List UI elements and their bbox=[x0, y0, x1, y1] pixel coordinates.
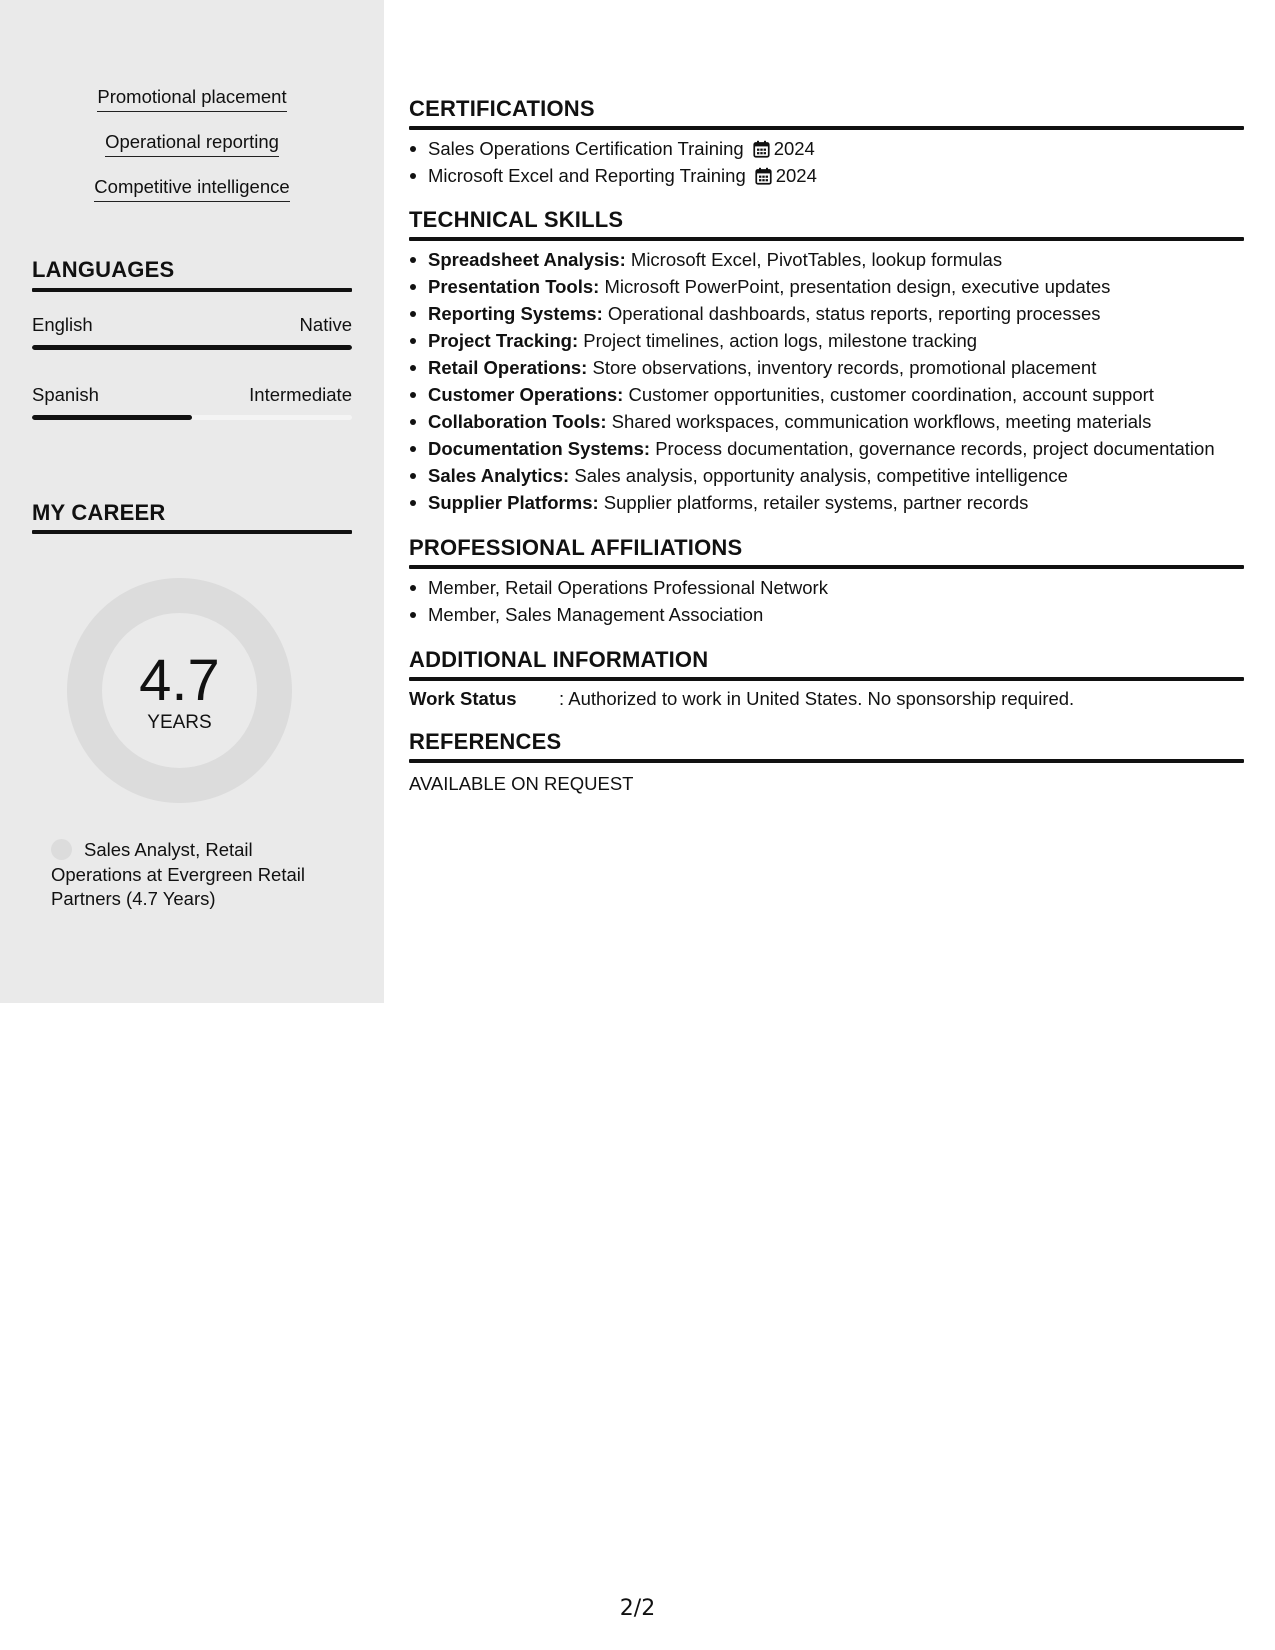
work-status-row bbox=[409, 687, 1244, 711]
additional-info-section bbox=[409, 647, 1244, 711]
career-entry bbox=[51, 838, 326, 912]
skill-label: Customer Operations: bbox=[428, 384, 624, 405]
skill-tag bbox=[0, 131, 384, 157]
section-rule bbox=[409, 565, 1244, 569]
skill-item bbox=[409, 327, 1244, 354]
calendar-icon bbox=[755, 167, 772, 185]
language-row bbox=[32, 314, 352, 336]
skill-value: Shared workspaces, communication workflows, meeting materials bbox=[611, 411, 1152, 432]
work-status-value: : Authorized to work in United States. No sponsorship required. bbox=[559, 688, 1075, 709]
skill-value: Microsoft PowerPoint, presentation design, executive updates bbox=[604, 276, 1111, 297]
affiliation-item: Member, Retail Operations Professional Network bbox=[409, 574, 1244, 601]
references-section bbox=[409, 729, 1244, 796]
language-proficiency-bar bbox=[32, 345, 352, 350]
technical-skills-heading: TECHNICAL SKILLS bbox=[409, 207, 624, 232]
skill-tag bbox=[0, 86, 384, 112]
skill-value: Process documentation, governance records, project documentation bbox=[655, 438, 1215, 459]
additional-info-heading: ADDITIONAL INFORMATION bbox=[409, 647, 709, 672]
certification-name: Sales Operations Certification Training bbox=[428, 138, 744, 159]
career-heading: MY CAREER bbox=[32, 500, 166, 525]
skill-item bbox=[409, 300, 1244, 327]
affiliations-list bbox=[409, 574, 1244, 628]
section-rule bbox=[409, 237, 1244, 241]
career-years-unit: YEARS bbox=[147, 712, 212, 733]
affiliations-heading: PROFESSIONAL AFFILIATIONS bbox=[409, 535, 743, 560]
language-name: Spanish bbox=[32, 384, 99, 405]
skill-tag-label: Competitive intelligence bbox=[94, 176, 289, 202]
language-level: Intermediate bbox=[249, 384, 352, 405]
skill-label: Spreadsheet Analysis: bbox=[428, 249, 626, 270]
skill-item bbox=[409, 381, 1244, 408]
skill-tag bbox=[0, 176, 384, 202]
skill-item bbox=[409, 408, 1244, 435]
language-proficiency-fill bbox=[32, 415, 192, 420]
calendar-icon bbox=[753, 140, 770, 158]
languages-rule bbox=[32, 288, 352, 292]
languages-heading: LANGUAGES bbox=[32, 257, 175, 282]
skill-value: Operational dashboards, status reports, reporting processes bbox=[607, 303, 1101, 324]
career-rule bbox=[32, 530, 352, 534]
certification-item bbox=[409, 135, 1244, 162]
work-status-label: Work Status bbox=[409, 688, 517, 709]
skill-label: Documentation Systems: bbox=[428, 438, 651, 459]
skill-label: Presentation Tools: bbox=[428, 276, 600, 297]
skill-label: Reporting Systems: bbox=[428, 303, 603, 324]
language-row bbox=[32, 384, 352, 406]
language-proficiency-bar bbox=[32, 415, 352, 420]
certification-year: 2024 bbox=[775, 165, 817, 186]
language-level: Native bbox=[299, 314, 352, 335]
technical-skills-list bbox=[409, 246, 1244, 516]
skill-tag-label: Promotional placement bbox=[97, 86, 286, 112]
skill-label: Collaboration Tools: bbox=[428, 411, 607, 432]
certifications-list bbox=[409, 135, 1244, 189]
skill-item bbox=[409, 435, 1244, 462]
skill-label: Project Tracking: bbox=[428, 330, 579, 351]
page-number: 2/2 bbox=[619, 1596, 656, 1621]
skill-value: Project timelines, action logs, milestone tracking bbox=[583, 330, 978, 351]
skill-item bbox=[409, 354, 1244, 381]
section-rule bbox=[409, 677, 1244, 681]
skill-value: Customer opportunities, customer coordination, account support bbox=[628, 384, 1154, 405]
language-proficiency-fill bbox=[32, 345, 352, 350]
section-rule bbox=[409, 126, 1244, 130]
certification-year: 2024 bbox=[773, 138, 815, 159]
career-years-value: 4.7 bbox=[139, 648, 220, 713]
skill-item bbox=[409, 489, 1244, 516]
skill-item bbox=[409, 246, 1244, 273]
references-heading: REFERENCES bbox=[409, 729, 562, 754]
skill-tag-label: Operational reporting bbox=[105, 131, 279, 157]
sidebar bbox=[0, 0, 384, 1003]
language-name: English bbox=[32, 314, 93, 335]
certifications-heading: CERTIFICATIONS bbox=[409, 96, 595, 121]
technical-skills-section bbox=[409, 207, 1244, 516]
skill-value: Supplier platforms, retailer systems, partner records bbox=[603, 492, 1029, 513]
skill-label: Retail Operations: bbox=[428, 357, 588, 378]
affiliation-item: Member, Sales Management Association bbox=[409, 601, 1244, 628]
skill-label: Supplier Platforms: bbox=[428, 492, 599, 513]
skill-item bbox=[409, 462, 1244, 489]
career-entry-dot bbox=[51, 839, 72, 860]
career-entry-text: Sales Analyst, Retail Operations at Evergreen Retail Partners (4.7 Years) bbox=[51, 839, 305, 909]
certification-item bbox=[409, 162, 1244, 189]
section-rule bbox=[409, 759, 1244, 763]
skill-value: Store observations, inventory records, promotional placement bbox=[592, 357, 1097, 378]
skill-label: Sales Analytics: bbox=[428, 465, 570, 486]
references-text: AVAILABLE ON REQUEST bbox=[409, 773, 634, 794]
certifications-section bbox=[409, 96, 1244, 189]
certification-name: Microsoft Excel and Reporting Training bbox=[428, 165, 746, 186]
skill-item bbox=[409, 273, 1244, 300]
affiliations-section bbox=[409, 535, 1244, 628]
skill-value: Sales analysis, opportunity analysis, competitive intelligence bbox=[574, 465, 1068, 486]
skill-value: Microsoft Excel, PivotTables, lookup formulas bbox=[630, 249, 1003, 270]
